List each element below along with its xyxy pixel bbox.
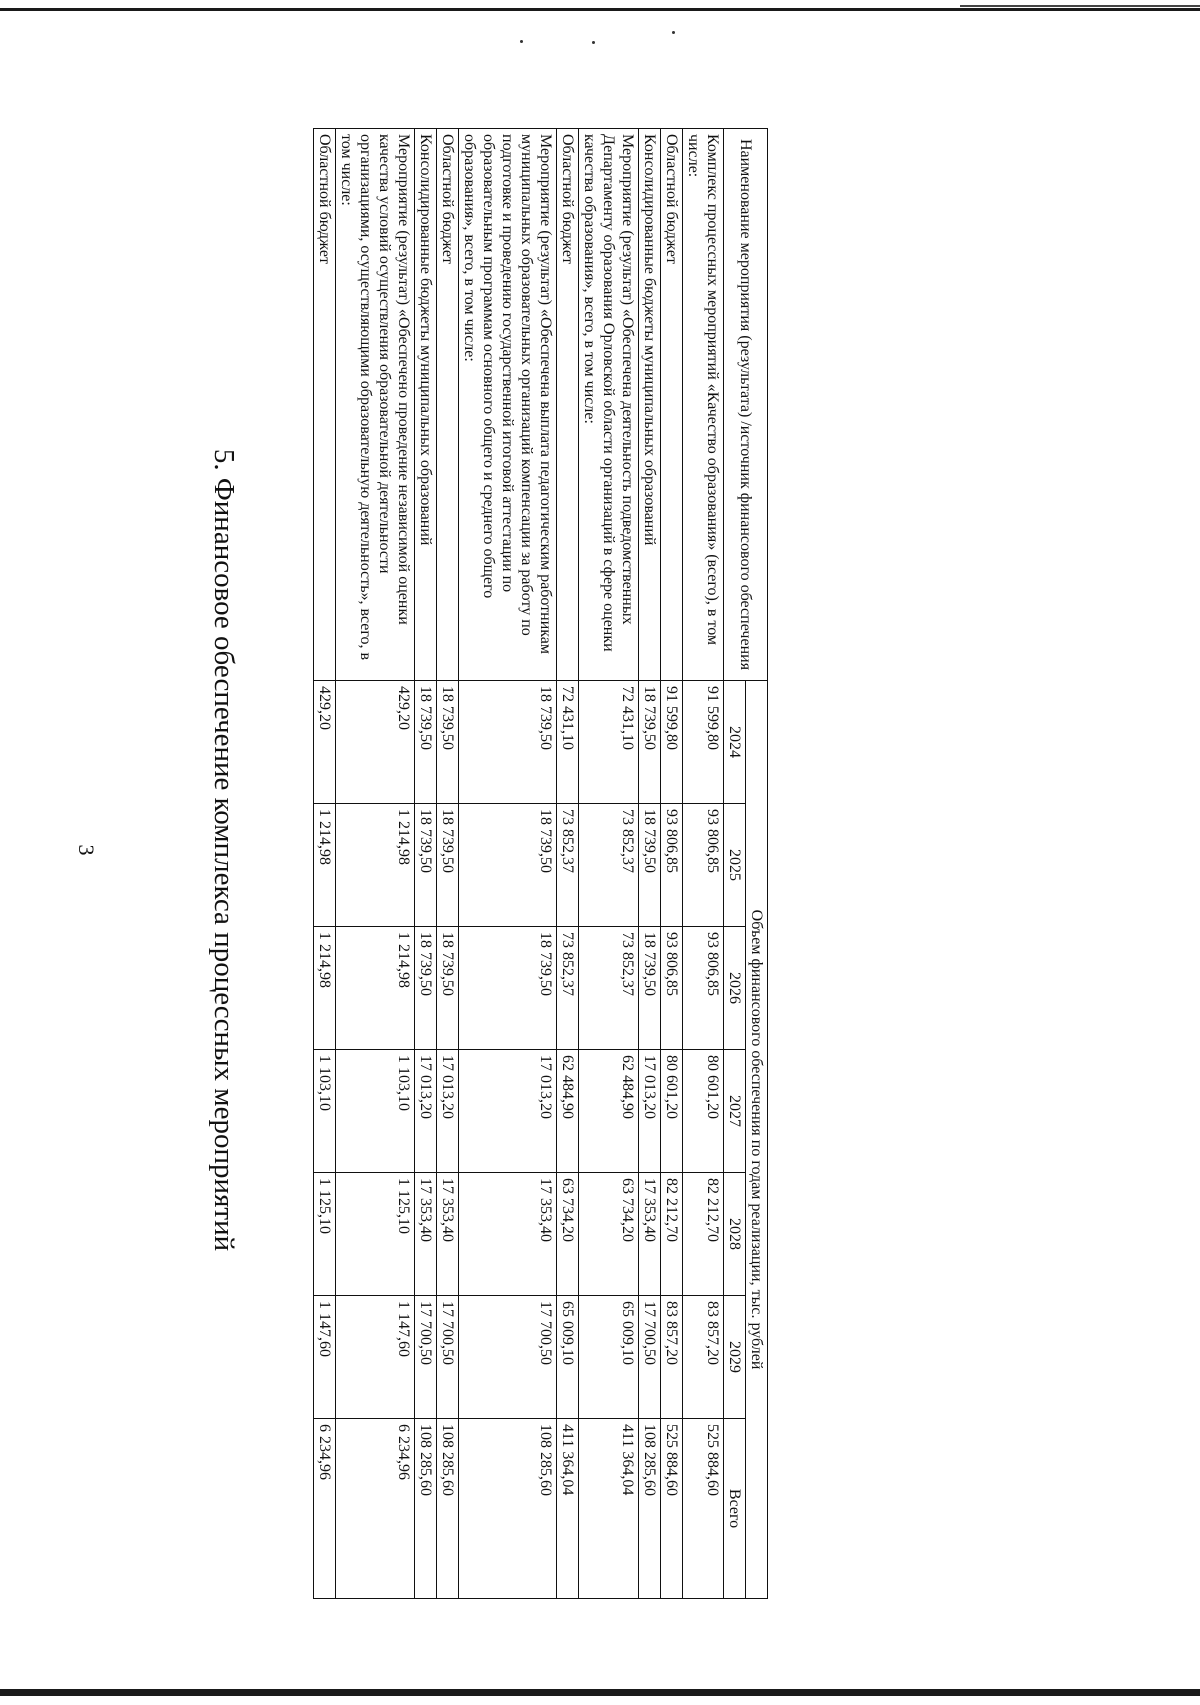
- value-cell: 1 214,98: [336, 804, 415, 927]
- value-cell: 82 212,70: [683, 1173, 724, 1296]
- page-title: 5. Финансовое обеспечение комплекса процессных мероприятий: [208, 448, 240, 1252]
- value-cell: 1 147,60: [336, 1296, 415, 1419]
- row-name-cell: Мероприятие (результат) «Обеспечена выплата педагогическим работникам муниципальных образовательных организаций компенсации за работу по подготовке и проведению государственной итоговой аттестации по образовательным программам основного общего и среднего общего образования», всего, в том числе:: [459, 129, 557, 681]
- value-cell: 525 884,60: [683, 1419, 724, 1599]
- row-name-cell: Областной бюджет: [557, 129, 579, 681]
- value-cell: 18 739,50: [639, 681, 661, 804]
- value-cell: 17 013,20: [639, 1050, 661, 1173]
- value-cell: 72 431,10: [579, 681, 639, 804]
- value-cell: 18 739,50: [437, 681, 459, 804]
- value-cell: 62 484,90: [557, 1050, 579, 1173]
- year-header-cell: 2025: [724, 804, 746, 927]
- row-name-cell: Консолидированные бюджеты муниципальных образований: [415, 129, 437, 681]
- value-cell: 93 806,85: [661, 804, 683, 927]
- value-cell: 91 599,80: [661, 681, 683, 804]
- table-row: [639, 129, 661, 1599]
- value-cell: 1 214,98: [336, 927, 415, 1050]
- value-cell: 63 734,20: [579, 1173, 639, 1296]
- value-cell: 525 884,60: [661, 1419, 683, 1599]
- value-cell: 93 806,85: [683, 804, 724, 927]
- value-cell: 18 739,50: [415, 927, 437, 1050]
- table-row: [437, 129, 459, 1599]
- value-cell: 6 234,96: [336, 1419, 415, 1599]
- value-cell: 73 852,37: [579, 804, 639, 927]
- value-cell: 73 852,37: [557, 927, 579, 1050]
- value-cell: 429,20: [336, 681, 415, 804]
- value-cell: 1 125,10: [314, 1173, 336, 1296]
- row-name-cell: Областной бюджет: [437, 129, 459, 681]
- year-header-cell: 2024: [724, 681, 746, 804]
- value-cell: 18 739,50: [639, 804, 661, 927]
- rotated-page: [10, 0, 1200, 1700]
- value-cell: 65 009,10: [557, 1296, 579, 1419]
- row-name-cell: Комплекс процессных мероприятий «Качество образования» (всего), в том числе:: [683, 129, 724, 681]
- value-cell: 93 806,85: [661, 927, 683, 1050]
- value-cell: 83 857,20: [661, 1296, 683, 1419]
- value-cell: 63 734,20: [557, 1173, 579, 1296]
- value-cell: 1 214,98: [314, 804, 336, 927]
- value-cell: 1 103,10: [314, 1050, 336, 1173]
- value-cell: 18 739,50: [415, 681, 437, 804]
- value-cell: 72 431,10: [557, 681, 579, 804]
- value-cell: 17 700,50: [437, 1296, 459, 1419]
- value-cell: 73 852,37: [579, 927, 639, 1050]
- header-name-cell: Наименование мероприятия (результата) /источник финансового обеспечения: [724, 129, 768, 681]
- year-header-cell: 2027: [724, 1050, 746, 1173]
- table-row: [336, 129, 415, 1599]
- table-row: [579, 129, 639, 1599]
- value-cell: 17 013,20: [459, 1050, 557, 1173]
- table-row: [459, 129, 557, 1599]
- value-cell: 73 852,37: [557, 804, 579, 927]
- table-row: [557, 129, 579, 1599]
- value-cell: 108 285,60: [459, 1419, 557, 1599]
- value-cell: 83 857,20: [683, 1296, 724, 1419]
- value-cell: 6 234,96: [314, 1419, 336, 1599]
- value-cell: 18 739,50: [415, 804, 437, 927]
- value-cell: 411 364,04: [557, 1419, 579, 1599]
- value-cell: 17 013,20: [437, 1050, 459, 1173]
- table-row: [661, 129, 683, 1599]
- value-cell: 17 700,50: [639, 1296, 661, 1419]
- value-cell: 17 700,50: [415, 1296, 437, 1419]
- row-name-cell: Областной бюджет: [661, 129, 683, 681]
- value-cell: 1 125,10: [336, 1173, 415, 1296]
- year-header-cell: 2028: [724, 1173, 746, 1296]
- value-cell: 17 353,40: [437, 1173, 459, 1296]
- value-cell: 18 739,50: [459, 804, 557, 927]
- value-cell: 93 806,85: [683, 927, 724, 1050]
- value-cell: 65 009,10: [579, 1296, 639, 1419]
- value-cell: 108 285,60: [415, 1419, 437, 1599]
- value-cell: 1 214,98: [314, 927, 336, 1050]
- value-cell: 18 739,50: [437, 927, 459, 1050]
- value-cell: 108 285,60: [437, 1419, 459, 1599]
- value-cell: 108 285,60: [639, 1419, 661, 1599]
- table-header-row: [746, 129, 768, 1599]
- value-cell: 1 147,60: [314, 1296, 336, 1419]
- value-cell: 91 599,80: [683, 681, 724, 804]
- value-cell: 411 364,04: [579, 1419, 639, 1599]
- row-name-cell: Мероприятие (результат) «Обеспечено проведение независимой оценки качества условий осуществления образовательной деятельности организациями, осуществляющими образовательную деятельность», всего, в том числе:: [336, 129, 415, 681]
- value-cell: 1 103,10: [336, 1050, 415, 1173]
- value-cell: 17 353,40: [415, 1173, 437, 1296]
- value-cell: 17 353,40: [459, 1173, 557, 1296]
- table-row: [683, 129, 724, 1599]
- value-cell: 18 739,50: [459, 681, 557, 804]
- value-cell: 80 601,20: [661, 1050, 683, 1173]
- header-group-cell: Объем финансового обеспечения по годам реализации, тыс. рублей: [746, 681, 768, 1599]
- row-name-cell: Областной бюджет: [314, 129, 336, 681]
- row-name-cell: Мероприятие (результат) «Обеспечена деятельность подведомственных Департаменту образования Орловской области организаций в сфере оценки качества образования», всего, в том числе:: [579, 129, 639, 681]
- year-header-cell: 2026: [724, 927, 746, 1050]
- year-header-cell: 2029: [724, 1296, 746, 1419]
- table-row: [415, 129, 437, 1599]
- row-name-cell: Консолидированные бюджеты муниципальных образований: [639, 129, 661, 681]
- year-header-cell: Всего: [724, 1419, 746, 1599]
- value-cell: 80 601,20: [683, 1050, 724, 1173]
- value-cell: 429,20: [314, 681, 336, 804]
- value-cell: 17 013,20: [415, 1050, 437, 1173]
- page-number: 3: [74, 844, 99, 856]
- value-cell: 18 739,50: [639, 927, 661, 1050]
- value-cell: 17 353,40: [639, 1173, 661, 1296]
- value-cell: 62 484,90: [579, 1050, 639, 1173]
- value-cell: 82 212,70: [661, 1173, 683, 1296]
- table-row: [314, 129, 336, 1599]
- value-cell: 18 739,50: [437, 804, 459, 927]
- value-cell: 17 700,50: [459, 1296, 557, 1419]
- financing-table: [313, 128, 768, 1599]
- value-cell: 18 739,50: [459, 927, 557, 1050]
